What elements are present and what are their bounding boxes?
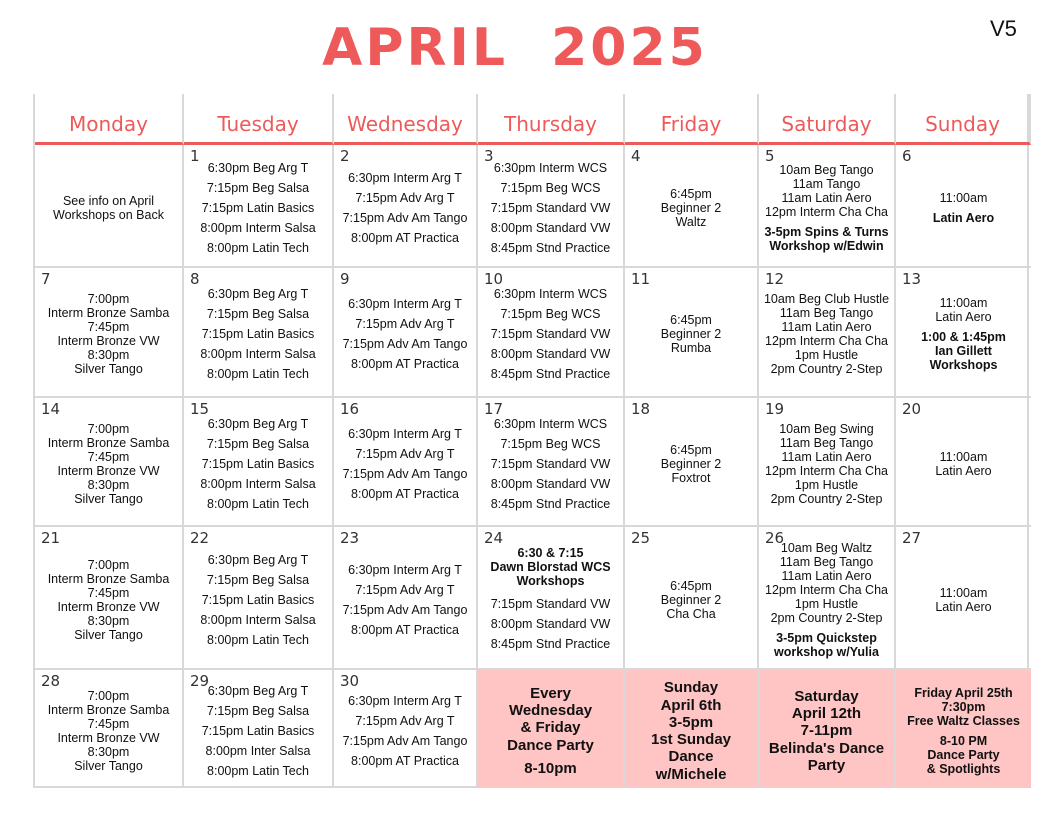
class-line: 8:00pm Latin Tech	[207, 367, 309, 381]
class-line: 11am Beg Tango	[779, 554, 874, 569]
class-line: 7:15pm Adv Arg T	[355, 190, 455, 205]
class-line: Interm Bronze VW	[57, 463, 160, 478]
class-line: 7:15pm Adv Arg T	[355, 446, 455, 461]
event-line: w/Michele	[655, 765, 727, 783]
class-line: Interm Bronze Samba	[47, 435, 170, 450]
calendar-day-cell	[184, 527, 334, 670]
class-line: 10am Beg Swing	[779, 421, 874, 436]
class-line: 7:15pm Beg WCS	[500, 180, 601, 195]
event-line: 8-10 PM	[939, 734, 988, 748]
calendar-day-cell	[759, 145, 896, 268]
class-line: Interm Bronze VW	[57, 334, 160, 348]
calendar-day-cell	[334, 268, 478, 398]
class-line: 7:15pm Latin Basics	[201, 200, 315, 215]
class-line: 7:15pm Adv Arg T	[355, 317, 455, 331]
class-line: 6:30pm Beg Arg T	[207, 287, 309, 301]
calendar-day-cell	[478, 268, 625, 398]
calendar-day-cell	[625, 268, 759, 398]
date-number: 29	[190, 672, 210, 690]
calendar-day-cell	[184, 145, 334, 268]
date-number: 9	[340, 270, 350, 288]
class-line: 8:00pm Interm Salsa	[200, 476, 316, 491]
date-number: 1	[190, 147, 200, 165]
class-line: 7:15pm Adv Am Tango	[342, 734, 468, 748]
event-line: Every	[530, 684, 571, 702]
class-line: Latin Aero	[935, 310, 992, 324]
calendar-day-cell	[896, 527, 1031, 670]
class-line: 8:00pm Interm Salsa	[200, 220, 316, 235]
calendar-day-cell	[334, 398, 478, 527]
class-line: 7:45pm	[87, 320, 130, 334]
class-line: 11:00am	[939, 449, 988, 464]
event-line: 8-10pm	[524, 759, 577, 777]
event-line: 7:30pm	[941, 700, 986, 714]
date-number: 28	[41, 672, 61, 690]
class-line: 11am Beg Tango	[779, 435, 874, 450]
date-number: 8	[190, 270, 200, 288]
class-line: 6:30pm Interm Arg T	[348, 694, 462, 708]
class-line: 6:30pm Interm Arg T	[348, 170, 462, 185]
day-header-sunday: Sunday	[896, 94, 1031, 145]
class-line: 11:00am	[939, 296, 988, 310]
class-line: Interm Bronze VW	[57, 599, 160, 614]
calendar-day-cell	[184, 670, 334, 788]
calendar-day-cell	[334, 145, 478, 268]
class-line: 7:15pm Latin Basics	[201, 724, 315, 738]
day-header-friday: Friday	[625, 94, 759, 145]
class-line: 6:45pm	[670, 442, 712, 457]
event-line: Party	[807, 756, 846, 774]
class-line: 8:00pm Standard VW	[490, 347, 611, 361]
calendar-day-cell	[478, 670, 625, 788]
calendar-day-cell	[334, 527, 478, 670]
date-number: 12	[765, 270, 785, 288]
class-line: 7:15pm Beg WCS	[500, 436, 601, 451]
class-line: 1pm Hustle	[794, 477, 859, 492]
date-number: 11	[631, 270, 651, 288]
class-line: 8:00pm AT Practica	[351, 230, 459, 245]
calendar-day-cell	[35, 398, 184, 527]
class-line: 10am Beg Waltz	[780, 540, 873, 555]
date-number: 10	[484, 270, 504, 288]
calendar-day-cell	[759, 670, 896, 788]
class-line: 6:30pm Interm WCS	[493, 287, 608, 301]
class-line: 6:30pm Beg Arg T	[207, 160, 309, 175]
class-line: 8:00pm AT Practica	[351, 357, 459, 371]
version-label: V5	[990, 16, 1017, 41]
calendar-day-cell	[478, 145, 625, 268]
day-header-tuesday: Tuesday	[184, 94, 334, 145]
class-line: 8:45pm Stnd Practice	[490, 636, 611, 651]
class-line: 7:15pm Beg Salsa	[206, 180, 310, 195]
class-line: 11am Latin Aero	[781, 190, 872, 205]
class-line: Cha Cha	[666, 606, 716, 621]
calendar-day-cell	[896, 398, 1031, 527]
class-line: 7:00pm	[87, 421, 130, 436]
event-line: Dance	[668, 748, 714, 766]
class-line: 7:00pm	[87, 292, 130, 306]
calendar-day-cell	[478, 398, 625, 527]
class-line: 7:15pm Beg Salsa	[206, 436, 310, 451]
date-number: 7	[41, 270, 51, 288]
class-line: 7:15pm Adv Arg T	[355, 714, 455, 728]
class-line: 8:00pm AT Practica	[351, 754, 459, 768]
event-line: April 12th	[791, 705, 862, 723]
workshop-line: Dawn Blorstad WCS	[490, 559, 611, 574]
class-line: 6:30pm Interm Arg T	[348, 426, 462, 441]
date-number: 3	[484, 147, 494, 165]
class-line: 8:00pm Standard VW	[490, 220, 611, 235]
class-line: 8:00pm AT Practica	[351, 622, 459, 637]
class-line: 6:30pm Interm WCS	[493, 160, 608, 175]
class-line: Rumba	[670, 341, 712, 355]
event-line: 1st Sunday	[650, 731, 732, 748]
class-line: 1pm Hustle	[794, 348, 859, 362]
class-line: Workshops on Back	[53, 207, 164, 222]
calendar-day-cell	[184, 268, 334, 398]
class-line: 10am Beg Club Hustle	[763, 292, 890, 306]
class-line: 6:45pm	[670, 186, 712, 201]
class-line: 7:15pm Latin Basics	[201, 327, 315, 341]
class-line: 10am Beg Tango	[779, 162, 874, 177]
calendar-day-cell	[759, 398, 896, 527]
class-line: 8:45pm Stnd Practice	[490, 496, 611, 511]
calendar-day-cell	[896, 670, 1031, 788]
date-number: 4	[631, 147, 641, 165]
class-line: 8:00pm Standard VW	[490, 616, 611, 631]
class-line: 7:15pm Adv Am Tango	[342, 210, 468, 225]
event-line: 7-11pm	[800, 722, 853, 740]
workshop-line: Workshops	[516, 573, 585, 588]
class-line: 12pm Interm Cha Cha	[765, 204, 888, 219]
class-line: 6:30pm Interm WCS	[493, 416, 608, 431]
calendar-day-cell	[896, 145, 1031, 268]
date-number: 23	[340, 529, 360, 547]
class-line: 7:15pm Adv Am Tango	[342, 602, 468, 617]
class-line: 11:00am	[939, 585, 988, 600]
calendar-day-cell	[334, 670, 478, 788]
class-line: 7:15pm Adv Arg T	[355, 582, 455, 597]
workshop-line: 3-5pm Spins & Turns	[764, 224, 889, 239]
class-line: 12pm Interm Cha Cha	[765, 582, 888, 597]
class-line: Interm Bronze Samba	[47, 571, 170, 586]
workshop-line: 3-5pm Quickstep	[776, 630, 877, 645]
event-line: Sunday	[663, 679, 719, 697]
date-number: 30	[340, 672, 360, 690]
event-line: Wednesday	[508, 702, 593, 720]
calendar-day-cell	[759, 268, 896, 398]
class-line: Interm Bronze Samba	[47, 703, 170, 717]
class-line: Interm Bronze Samba	[47, 306, 170, 320]
calendar-grid	[33, 94, 1029, 788]
class-line: 6:45pm	[670, 313, 712, 327]
class-line: Beginner 2	[660, 200, 722, 215]
class-line: 8:30pm	[87, 613, 130, 628]
date-number: 20	[902, 400, 922, 418]
class-line: 11am Latin Aero	[781, 449, 872, 464]
day-header-thursday: Thursday	[478, 94, 625, 145]
class-line: Silver Tango	[74, 362, 143, 376]
workshop-line: workshop w/Yulia	[774, 644, 879, 659]
class-line: 7:15pm Adv Am Tango	[342, 337, 468, 351]
calendar-day-cell	[35, 268, 184, 398]
date-number: 19	[765, 400, 785, 418]
event-line: Belinda's Dance	[768, 739, 885, 757]
class-line: 2pm Country 2-Step	[770, 362, 883, 376]
date-number: 17	[484, 400, 504, 418]
class-line: 8:45pm Stnd Practice	[490, 240, 611, 255]
class-line: Beginner 2	[660, 592, 722, 607]
day-header-saturday: Saturday	[759, 94, 896, 145]
class-line: 8:00pm Latin Tech	[207, 632, 309, 647]
date-number: 18	[631, 400, 651, 418]
class-line: 1pm Hustle	[794, 596, 859, 611]
workshop-line: 1:00 & 1:45pm	[921, 330, 1006, 344]
class-line: 7:15pm Beg Salsa	[206, 704, 310, 718]
calendar-day-cell	[35, 145, 184, 268]
class-line: 7:15pm Beg WCS	[500, 307, 601, 321]
class-line: Interm Bronze VW	[57, 731, 160, 745]
calendar-day-cell	[625, 145, 759, 268]
class-line: 2pm Country 2-Step	[770, 610, 883, 625]
class-line: 8:00pm AT Practica	[351, 486, 459, 501]
date-number: 27	[902, 529, 922, 547]
calendar-day-cell	[478, 527, 625, 670]
date-number: 6	[902, 147, 912, 165]
class-line: Silver Tango	[74, 491, 143, 506]
class-line: 7:15pm Standard VW	[490, 596, 611, 611]
class-line: 7:45pm	[87, 717, 130, 731]
class-line: 7:15pm Standard VW	[490, 456, 611, 471]
class-line: Latin Aero	[935, 599, 992, 614]
class-line: Waltz	[675, 214, 707, 229]
class-line: 7:15pm Adv Am Tango	[342, 466, 468, 481]
class-line: 8:30pm	[87, 745, 130, 759]
class-line: 8:00pm Latin Tech	[207, 496, 309, 511]
class-line: 8:30pm	[87, 348, 130, 362]
class-line: 11am Latin Aero	[781, 568, 872, 583]
class-line: 7:15pm Standard VW	[490, 200, 611, 215]
calendar-day-cell	[759, 527, 896, 670]
class-line: 7:15pm Standard VW	[490, 327, 611, 341]
calendar-day-cell	[625, 398, 759, 527]
workshop-line: Ian Gillett	[935, 344, 992, 358]
class-line: 8:00pm Latin Tech	[207, 764, 309, 778]
class-line: 2pm Country 2-Step	[770, 491, 883, 506]
class-line: 8:30pm	[87, 477, 130, 492]
class-line: 8:00pm Interm Salsa	[200, 612, 316, 627]
calendar-day-cell	[625, 527, 759, 670]
calendar-day-cell	[896, 268, 1031, 398]
date-number: 24	[484, 529, 504, 547]
date-number: 16	[340, 400, 360, 418]
workshop-line: Latin Aero	[932, 210, 995, 225]
date-number: 13	[902, 270, 922, 288]
workshop-line: Workshop w/Edwin	[769, 238, 884, 253]
class-line: 7:15pm Latin Basics	[201, 456, 315, 471]
class-line: Foxtrot	[671, 470, 711, 485]
date-number: 5	[765, 147, 775, 165]
class-line: 8:00pm Latin Tech	[207, 240, 309, 255]
class-line: Beginner 2	[660, 327, 722, 341]
calendar-day-cell	[184, 398, 334, 527]
class-line: 12pm Interm Cha Cha	[765, 463, 888, 478]
class-line: 11:00am	[939, 190, 988, 205]
date-number: 2	[340, 147, 350, 165]
class-line: 11am Beg Tango	[779, 306, 874, 320]
event-line: Saturday	[794, 687, 859, 705]
day-header-wednesday: Wednesday	[334, 94, 478, 145]
date-number: 26	[765, 529, 785, 547]
date-number: 14	[41, 400, 61, 418]
event-line: 3-5pm	[668, 713, 714, 731]
class-line: 11am Tango	[792, 176, 861, 191]
class-line: 7:00pm	[87, 689, 130, 703]
class-line: 6:30pm Beg Arg T	[207, 416, 309, 431]
event-line: Free Waltz Classes	[907, 714, 1020, 728]
class-line: 7:15pm Beg Salsa	[206, 307, 310, 321]
class-line: 12pm Interm Cha Cha	[765, 334, 888, 348]
class-line: Silver Tango	[74, 759, 143, 773]
class-line: 6:30pm Beg Arg T	[207, 684, 309, 698]
date-number: 15	[190, 400, 210, 418]
class-line: 11am Latin Aero	[781, 320, 872, 334]
event-line: Dance Party	[927, 748, 1000, 762]
class-line: 8:45pm Stnd Practice	[490, 367, 611, 381]
class-line: See info on April	[62, 193, 155, 208]
workshop-line: 6:30 & 7:15	[517, 545, 584, 560]
event-line: & Spotlights	[926, 762, 1001, 776]
page-title: APRIL 2025	[322, 18, 708, 78]
day-header-monday: Monday	[35, 94, 184, 145]
event-line: April 6th	[660, 696, 722, 714]
event-line: & Friday	[520, 719, 581, 737]
date-number: 22	[190, 529, 210, 547]
class-line: Latin Aero	[935, 463, 992, 478]
class-line: 8:00pm Interm Salsa	[200, 347, 316, 361]
class-line: 6:30pm Interm Arg T	[348, 297, 462, 311]
class-line: 7:15pm Latin Basics	[201, 592, 315, 607]
class-line: 7:00pm	[87, 557, 130, 572]
workshop-line: Workshops	[929, 358, 998, 372]
date-number: 21	[41, 529, 61, 547]
date-number: 25	[631, 529, 651, 547]
class-line: 7:45pm	[87, 585, 130, 600]
class-line: Beginner 2	[660, 456, 722, 471]
class-line: Silver Tango	[74, 627, 143, 642]
class-line: 7:15pm Beg Salsa	[206, 572, 310, 587]
calendar-day-cell	[625, 670, 759, 788]
class-line: 6:30pm Beg Arg T	[207, 552, 309, 567]
event-line: Friday April 25th	[914, 686, 1013, 700]
class-line: 6:45pm	[670, 578, 712, 593]
class-line: 6:30pm Interm Arg T	[348, 562, 462, 577]
event-line: Dance Party	[507, 736, 594, 754]
class-line: 8:00pm Inter Salsa	[205, 744, 311, 758]
class-line: 7:45pm	[87, 449, 130, 464]
class-line: 8:00pm Standard VW	[490, 476, 611, 491]
calendar-day-cell	[35, 670, 184, 788]
calendar-day-cell	[35, 527, 184, 670]
